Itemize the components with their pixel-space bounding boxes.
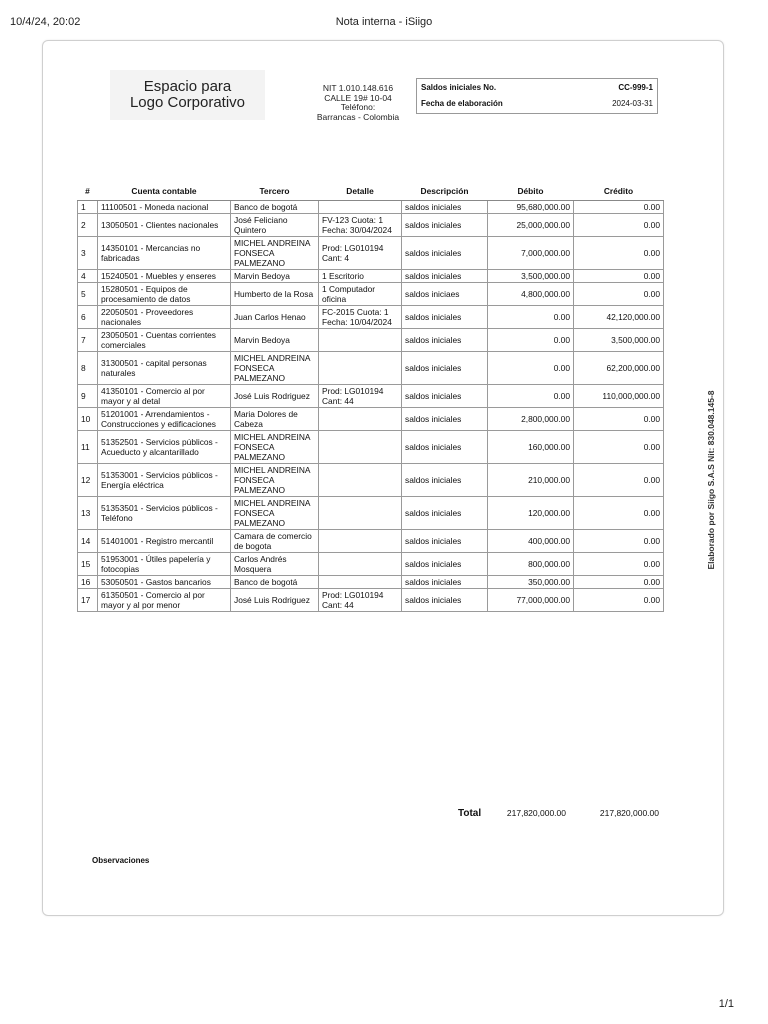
doc-number-value: CC-999-1: [618, 83, 653, 92]
print-header: [0, 16, 768, 30]
description-cell: saldos iniciales: [402, 201, 488, 214]
table-row: [78, 385, 664, 408]
total-credit: 217,820,000.00: [599, 808, 659, 818]
debit-cell: 7,000,000.00: [488, 237, 574, 270]
account-cell: 51353501 - Servicios públicos - Teléfono: [98, 497, 231, 530]
third-party-cell: José Feliciano Quintero: [231, 214, 319, 237]
table-row: [78, 553, 664, 576]
credit-cell: 0.00: [574, 408, 664, 431]
debit-cell: 400,000.00: [488, 530, 574, 553]
description-cell: saldos iniciales: [402, 530, 488, 553]
account-cell: 41350101 - Comercio al por mayor y al detal: [98, 385, 231, 408]
table-row: [78, 408, 664, 431]
table-row: [78, 431, 664, 464]
row-number: 3: [78, 237, 98, 270]
detail-cell: 1 Computador oficina: [319, 283, 402, 306]
account-cell: 13050501 - Clientes nacionales: [98, 214, 231, 237]
debit-cell: 95,680,000.00: [488, 201, 574, 214]
credit-cell: 0.00: [574, 464, 664, 497]
description-cell: saldos iniciaes: [402, 283, 488, 306]
account-cell: 31300501 - capital personas naturales: [98, 352, 231, 385]
debit-cell: 25,000,000.00: [488, 214, 574, 237]
debit-cell: 350,000.00: [488, 576, 574, 589]
third-party-cell: José Luis Rodriguez: [231, 589, 319, 612]
account-cell: 15240501 - Muebles y enseres: [98, 270, 231, 283]
description-cell: saldos iniciales: [402, 329, 488, 352]
account-cell: 51201001 - Arrendamientos - Construcciones y edificaciones: [98, 408, 231, 431]
debit-cell: 120,000.00: [488, 497, 574, 530]
third-party-cell: Marvin Bedoya: [231, 270, 319, 283]
doc-number-row: [421, 83, 653, 95]
row-number: 8: [78, 352, 98, 385]
table-row: [78, 530, 664, 553]
debit-cell: 210,000.00: [488, 464, 574, 497]
account-cell: 61350501 - Comercio al por mayor y al por menor: [98, 589, 231, 612]
description-cell: saldos iniciales: [402, 270, 488, 283]
row-number: 9: [78, 385, 98, 408]
third-party-cell: José Luis Rodriguez: [231, 385, 319, 408]
debit-cell: 4,800,000.00: [488, 283, 574, 306]
table-row: [78, 306, 664, 329]
detail-cell: [319, 530, 402, 553]
table-row: [78, 464, 664, 497]
account-cell: 51353001 - Servicios públicos - Energía eléctrica: [98, 464, 231, 497]
account-cell: 51352501 - Servicios públicos - Acueducto y alcantarillado: [98, 431, 231, 464]
row-number: 10: [78, 408, 98, 431]
row-number: 2: [78, 214, 98, 237]
debit-cell: 0.00: [488, 352, 574, 385]
doc-number-label: Saldos iniciales No.: [421, 83, 497, 92]
logo-line-1: Espacio para: [143, 78, 232, 95]
debit-cell: 3,500,000.00: [488, 270, 574, 283]
third-party-cell: Juan Carlos Henao: [231, 306, 319, 329]
row-number: 1: [78, 201, 98, 214]
description-cell: saldos iniciales: [402, 553, 488, 576]
detail-cell: [319, 201, 402, 214]
table-row: [78, 283, 664, 306]
row-number: 4: [78, 270, 98, 283]
col-header-number: #: [78, 182, 98, 201]
row-number: 12: [78, 464, 98, 497]
credit-cell: 62,200,000.00: [574, 352, 664, 385]
detail-cell: [319, 576, 402, 589]
detail-cell: FV-123 Cuota: 1 Fecha: 30/04/2024: [319, 214, 402, 237]
third-party-cell: MICHEL ANDREINA FONSECA PALMEZANO: [231, 464, 319, 497]
credit-cell: 42,120,000.00: [574, 306, 664, 329]
description-cell: saldos iniciales: [402, 385, 488, 408]
debit-cell: 2,800,000.00: [488, 408, 574, 431]
detail-cell: [319, 352, 402, 385]
credit-cell: 0.00: [574, 431, 664, 464]
debit-cell: 160,000.00: [488, 431, 574, 464]
doc-date-value: 2024-03-31: [612, 99, 653, 108]
account-cell: 15280501 - Equipos de procesamiento de datos: [98, 283, 231, 306]
description-cell: saldos iniciales: [402, 464, 488, 497]
debit-cell: 0.00: [488, 329, 574, 352]
detail-cell: Prod: LG010194 Cant: 44: [319, 385, 402, 408]
debit-cell: 0.00: [488, 385, 574, 408]
col-header-detail: Detalle: [319, 182, 402, 201]
company-city: Barrancas - Colombia: [316, 111, 400, 122]
page-number: 1/1: [718, 998, 734, 1010]
debit-cell: 77,000,000.00: [488, 589, 574, 612]
description-cell: saldos iniciales: [402, 237, 488, 270]
company-address: CALLE 19# 10-04: [324, 92, 392, 103]
third-party-cell: MICHEL ANDREINA FONSECA PALMEZANO: [231, 497, 319, 530]
table-header-row: [78, 182, 664, 201]
detail-cell: [319, 464, 402, 497]
detail-cell: [319, 408, 402, 431]
row-number: 11: [78, 431, 98, 464]
total-label: Total: [458, 808, 482, 819]
account-cell: 53050501 - Gastos bancarios: [98, 576, 231, 589]
credit-cell: 0.00: [574, 530, 664, 553]
col-header-description: Descripción: [402, 182, 488, 201]
doc-date-label: Fecha de elaboración: [421, 99, 503, 108]
entries-table: [77, 182, 664, 612]
credit-cell: 0.00: [574, 497, 664, 530]
col-header-third-party: Tercero: [231, 182, 319, 201]
description-cell: saldos iniciales: [402, 589, 488, 612]
company-info: [308, 84, 408, 122]
row-number: 17: [78, 589, 98, 612]
row-number: 6: [78, 306, 98, 329]
corporate-logo-placeholder: [110, 70, 265, 120]
third-party-cell: Banco de bogotá: [231, 576, 319, 589]
third-party-cell: Marvin Bedoya: [231, 329, 319, 352]
third-party-cell: MICHEL ANDREINA FONSECA PALMEZANO: [231, 237, 319, 270]
logo-line-2: Logo Corporativo: [129, 94, 246, 111]
row-number: 15: [78, 553, 98, 576]
row-number: 5: [78, 283, 98, 306]
table-row: [78, 237, 664, 270]
account-cell: 51401001 - Registro mercantil: [98, 530, 231, 553]
document-meta-box: [416, 78, 658, 114]
total-debit: 217,820,000.00: [506, 808, 566, 818]
account-cell: 14350101 - Mercancias no fabricadas: [98, 237, 231, 270]
table-row: [78, 352, 664, 385]
description-cell: saldos iniciales: [402, 431, 488, 464]
doc-date-row: [421, 99, 653, 111]
third-party-cell: MICHEL ANDREINA FONSECA PALMEZANO: [231, 352, 319, 385]
detail-cell: [319, 329, 402, 352]
credit-cell: 0.00: [574, 576, 664, 589]
table-row: [78, 201, 664, 214]
detail-cell: FC-2015 Cuota: 1 Fecha: 10/04/2024: [319, 306, 402, 329]
generated-by-note: Elaborado por Siigo S.A.S Nit: 830.048.145-8: [706, 390, 716, 570]
row-number: 7: [78, 329, 98, 352]
third-party-cell: Humberto de la Rosa: [231, 283, 319, 306]
credit-cell: 3,500,000.00: [574, 329, 664, 352]
detail-cell: [319, 497, 402, 530]
col-header-account: Cuenta contable: [98, 182, 231, 201]
print-datetime: 10/4/24, 20:02: [10, 16, 81, 28]
description-cell: saldos iniciales: [402, 352, 488, 385]
account-cell: 11100501 - Moneda nacional: [98, 201, 231, 214]
col-header-debit: Débito: [488, 182, 574, 201]
third-party-cell: MICHEL ANDREINA FONSECA PALMEZANO: [231, 431, 319, 464]
credit-cell: 0.00: [574, 589, 664, 612]
col-header-credit: Crédito: [574, 182, 664, 201]
description-cell: saldos iniciales: [402, 214, 488, 237]
totals-row: [440, 808, 662, 822]
third-party-cell: Carlos Andrés Mosquera: [231, 553, 319, 576]
row-number: 13: [78, 497, 98, 530]
description-cell: saldos iniciales: [402, 497, 488, 530]
credit-cell: 0.00: [574, 283, 664, 306]
debit-cell: 800,000.00: [488, 553, 574, 576]
detail-cell: Prod: LG010194 Cant: 4: [319, 237, 402, 270]
credit-cell: 0.00: [574, 237, 664, 270]
company-nit: NIT 1.010.148.616: [322, 83, 394, 93]
table-row: [78, 576, 664, 589]
account-cell: 51953001 - Útiles papelería y fotocopias: [98, 553, 231, 576]
description-cell: saldos iniciales: [402, 408, 488, 431]
description-cell: saldos iniciales: [402, 306, 488, 329]
detail-cell: Prod: LG010194 Cant: 44: [319, 589, 402, 612]
row-number: 16: [78, 576, 98, 589]
credit-cell: 0.00: [574, 214, 664, 237]
account-cell: 22050501 - Proveedores nacionales: [98, 306, 231, 329]
credit-cell: 0.00: [574, 270, 664, 283]
detail-cell: [319, 553, 402, 576]
credit-cell: 110,000,000.00: [574, 385, 664, 408]
table-row: [78, 214, 664, 237]
third-party-cell: Banco de bogotá: [231, 201, 319, 214]
description-cell: saldos iniciales: [402, 576, 488, 589]
detail-cell: 1 Escritorio: [319, 270, 402, 283]
credit-cell: 0.00: [574, 201, 664, 214]
print-title: Nota interna - iSiigo: [335, 16, 433, 28]
credit-cell: 0.00: [574, 553, 664, 576]
company-phone-label: Teléfono:: [340, 102, 376, 112]
observations-label: Observaciones: [92, 856, 150, 865]
table-row: [78, 329, 664, 352]
debit-cell: 0.00: [488, 306, 574, 329]
account-cell: 23050501 - Cuentas corrientes comerciales: [98, 329, 231, 352]
row-number: 14: [78, 530, 98, 553]
table-row: [78, 589, 664, 612]
table-row: [78, 497, 664, 530]
detail-cell: [319, 431, 402, 464]
third-party-cell: Maria Dolores de Cabeza: [231, 408, 319, 431]
third-party-cell: Camara de comercio de bogota: [231, 530, 319, 553]
table-row: [78, 270, 664, 283]
